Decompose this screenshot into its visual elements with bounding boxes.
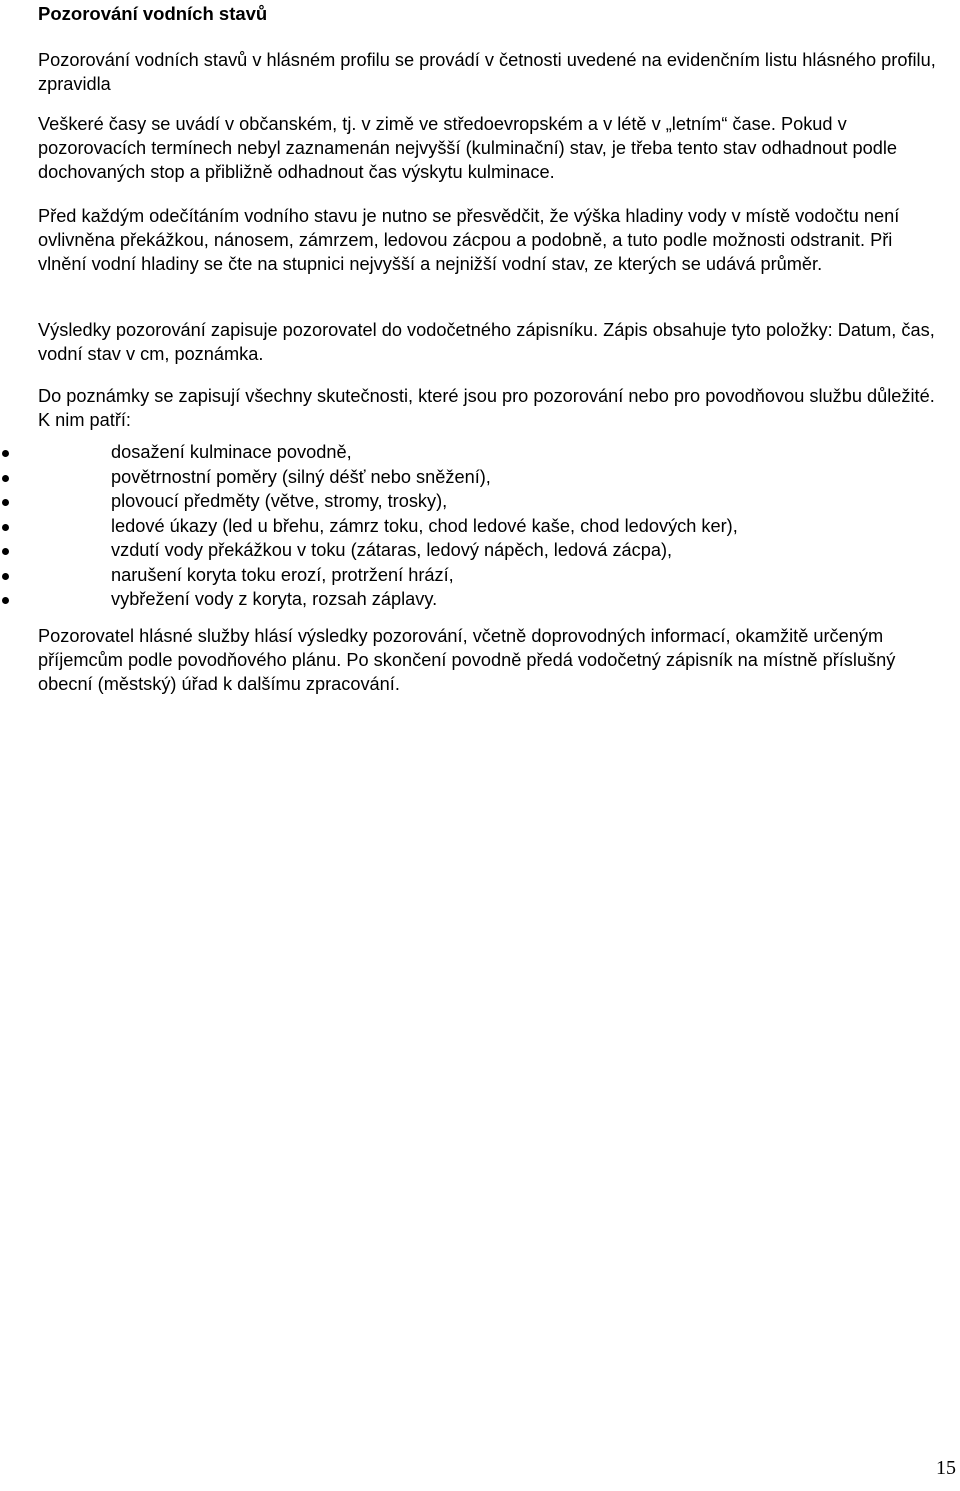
list-item: dosažení kulminace povodně, <box>0 440 930 465</box>
notes-bullet-list <box>0 440 930 612</box>
list-item: vybřežení vody z koryta, rozsah záplavy. <box>0 587 930 612</box>
bullet-icon <box>2 548 9 555</box>
bullet-icon <box>2 475 9 482</box>
bullet-icon <box>2 450 9 457</box>
bullet-icon <box>2 499 9 506</box>
paragraph-reporting: Pozorovatel hlásné služby hlásí výsledky pozorování, včetně doprovodných informací, okamžitě určeným příjemcům podle povodňového plánu. Po skončení povodně předá vodočetný zápisník na místně příslušný obecní (městský) úřad k dalšímu zpracování. <box>38 626 896 695</box>
paragraph-time-and-culmination: Veškeré časy se uvádí v občanském, tj. v zimě ve středoevropském a v létě v „letním“ čase. Pokud v pozorovacích termínech nebyl zaznamenán nejvyšší (kulminační) stav, je třeba tento stav odhadnout podle dochovaných stop a přibližně odhadnout čas výskytu kulminace. <box>38 114 897 183</box>
bullet-icon <box>2 524 9 531</box>
list-item: plovoucí předměty (větve, stromy, trosky), <box>0 489 930 514</box>
section-title: Pozorování vodních stavů <box>38 3 268 24</box>
paragraph-observation-frequency: Pozorování vodních stavů v hlásném profilu se provádí v četnosti uvedené na evidenčním listu hlásného profilu, zpravidla <box>38 50 936 95</box>
bullet-icon <box>2 573 9 580</box>
paragraph-notes-intro: Do poznámky se zapisují všechny skutečnosti, které jsou pro pozorování nebo pro povodňovou službu důležité. K nim patří: <box>38 386 935 431</box>
paragraph-reading-check: Před každým odečítáním vodního stavu je nutno se přesvědčit, že výška hladiny vody v místě vodočtu není ovlivněna překážkou, nánosem, zámrzem, ledovou zácpou a podobně, a tuto podle možnosti odstranit. Při vlnění vodní hladiny se čte na stupnici nejvyšší a nejnižší vodní stav, ze kterých se udává průměr. <box>38 206 900 275</box>
list-item: povětrnostní poměry (silný déšť nebo sněžení), <box>0 465 930 490</box>
bullet-icon <box>2 597 9 604</box>
paragraph-recording: Výsledky pozorování zapisuje pozorovatel do vodočetného zápisníku. Zápis obsahuje tyto položky: Datum, čas, vodní stav v cm, poznámka. <box>38 320 935 365</box>
list-item: ledové úkazy (led u břehu, zámrz toku, chod ledové kaše, chod ledových ker), <box>0 514 930 539</box>
list-item: vzdutí vody překážkou v toku (zátaras, ledový nápěch, ledová zácpa), <box>0 538 930 563</box>
page-number: 15 <box>936 1457 956 1479</box>
list-item: narušení koryta toku erozí, protržení hrází, <box>0 563 930 588</box>
